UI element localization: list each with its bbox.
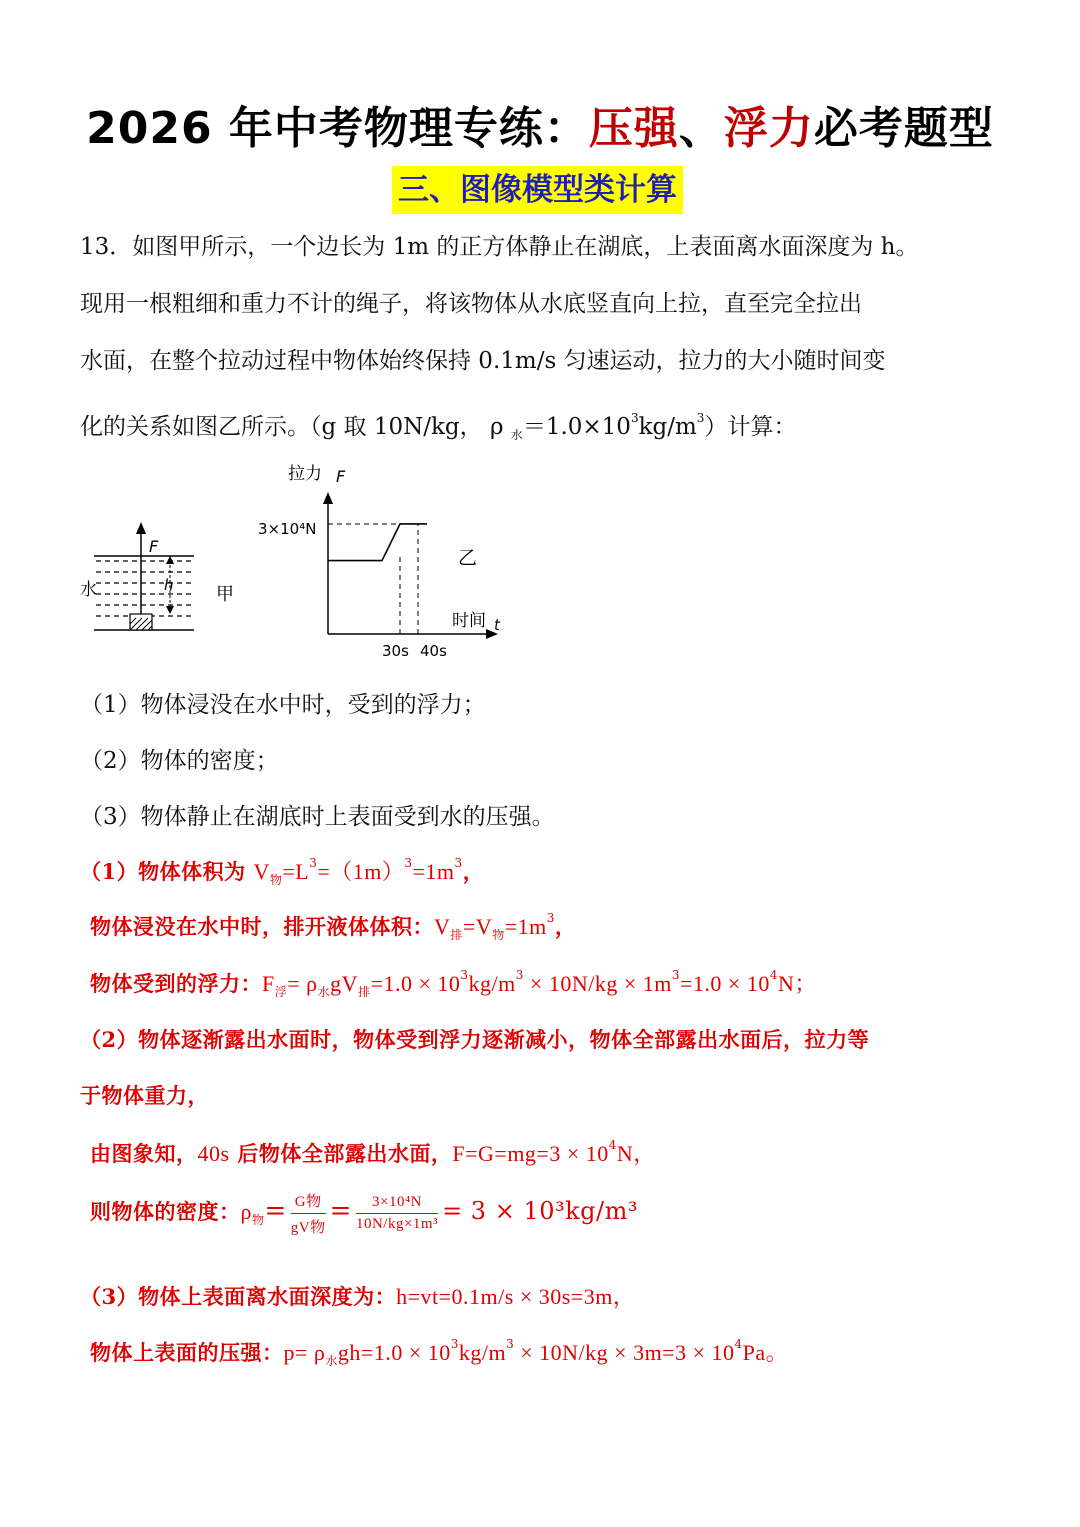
a1l3h: =1.0 × 10	[680, 971, 770, 996]
q4-b: ＝1.0×10	[522, 414, 631, 440]
part-1: （1）物体浸没在水中时，受到的浮力；	[80, 692, 486, 718]
a1l2e: ，	[554, 914, 577, 939]
a1l3d: gV	[330, 971, 359, 996]
a1l2a: 物体浸没在水中时，排开液体体积：	[90, 914, 434, 939]
q4-d: ）计算：	[704, 414, 797, 440]
a2l4rho: ρ	[240, 1199, 252, 1224]
a3l2b: p= ρ	[283, 1340, 326, 1365]
a1l3sup2: 3	[515, 968, 524, 982]
a1l1e: =1m	[412, 859, 455, 884]
y-axis-arrow	[323, 492, 333, 504]
water-lines	[96, 561, 192, 616]
a3l2e: × 10N/kg × 3m=3 × 10	[514, 1340, 735, 1365]
fraction-2	[356, 1194, 438, 1233]
figure-jia	[80, 522, 234, 630]
q4-a: 化的关系如图乙所示。（g 取 10N/kg， ρ	[80, 414, 511, 440]
a2l4eq2: =	[329, 1196, 352, 1226]
a1l1sup3: 3	[454, 856, 463, 870]
answer-3-line-1	[80, 1280, 635, 1311]
q4-sup2: 3	[696, 411, 705, 425]
a1l3i: N；	[777, 971, 817, 996]
title-highlight-pressure: 压强	[588, 103, 679, 154]
a1l3sub2: 水	[317, 985, 331, 999]
depth-arrow-up	[166, 556, 174, 564]
a1l2b: V	[434, 914, 451, 939]
a1l2sup: 3	[546, 911, 555, 925]
frac2-top: 3×10⁴N	[356, 1194, 438, 1214]
x-axis-label: 时间	[452, 611, 486, 631]
a2l3a: 由图象知，	[90, 1141, 198, 1166]
depth-label: h	[164, 576, 174, 594]
a1l3c: = ρ	[287, 971, 318, 996]
a1l1d: =（1m）	[317, 859, 405, 884]
title-prefix: 2026 年中考物理专练：	[86, 103, 589, 154]
question-line-1: 13．如图甲所示，一个边长为 1m 的正方体静止在湖底，上表面离水面深度为 h。	[80, 234, 919, 260]
question-line-3: 水面，在整个拉动过程中物体始终保持 0.1m/s 匀速运动，拉力的大小随时间变	[80, 348, 886, 374]
figure-yi-caption: 乙	[458, 547, 478, 569]
force-arrow	[136, 522, 146, 534]
a2l3d: F=G=mg=3 × 10	[452, 1141, 609, 1166]
a1l2sub2: 物	[492, 928, 505, 942]
answer-2-line-2: 于物体重力，	[80, 1083, 209, 1108]
a3l2sup3: 4	[734, 1337, 743, 1351]
answer-2-line-1: （2）物体逐渐露出水面时，物体受到浮力逐渐减小，物体全部露出水面后，拉力等	[80, 1027, 870, 1052]
part-2: （2）物体的密度；	[80, 748, 279, 774]
a1l3e: =1.0 × 10	[370, 971, 461, 996]
a1l1c: =L	[282, 859, 310, 884]
figure-jia-caption: 甲	[216, 584, 234, 605]
a3l1a: （3）物体上表面离水面深度为：	[80, 1284, 397, 1309]
part-3: （3）物体静止在湖底时上表面受到水的压强。	[80, 804, 555, 830]
frac1-bot: gV物	[290, 1220, 326, 1236]
a1l1a: （1）物体体积为	[80, 859, 254, 884]
figure	[78, 452, 518, 667]
x-axis-var: t	[494, 616, 500, 634]
a1l3sup3: 3	[671, 968, 680, 982]
a3l2sup: 3	[450, 1337, 459, 1351]
figure-yi	[258, 464, 501, 660]
a1l2c: =V	[462, 914, 493, 939]
force-series-line	[328, 524, 427, 561]
a3l2sup2: 3	[506, 1337, 515, 1351]
answer-3-line-2	[90, 1336, 788, 1369]
a3l2a: 物体上表面的压强：	[90, 1340, 284, 1365]
a2l4res: = 3 × 10³kg/m³	[442, 1197, 638, 1225]
frac1-top: G物	[291, 1190, 326, 1214]
a2l3b: 40s	[197, 1141, 230, 1166]
a3l2d: kg/m	[458, 1340, 507, 1365]
a1l1sup2: 3	[404, 856, 413, 870]
q4-sub: 水	[510, 428, 523, 442]
answer-1-line-1	[80, 855, 484, 888]
a1l1sub: 物	[269, 873, 283, 887]
a1l2sub: 排	[450, 928, 463, 942]
a1l3b: F	[262, 971, 275, 996]
a1l3sub: 浮	[274, 985, 288, 999]
a2l3e: N，	[616, 1141, 656, 1166]
frac2-bot: 10N/kg×1m³	[355, 1216, 439, 1232]
q4-c: kg/m	[638, 414, 697, 440]
a2l4a: 则物体的密度：	[90, 1199, 241, 1224]
a1l3sup4: 4	[769, 968, 778, 982]
force-label: F	[149, 537, 159, 556]
a1l3f: kg/m	[468, 971, 516, 996]
answer-2-line-3	[90, 1137, 656, 1168]
a3l2c: gh=1.0 × 10	[337, 1340, 451, 1365]
answer-1-line-2	[90, 911, 576, 943]
page-title	[0, 92, 1080, 156]
answer-1-line-3	[90, 967, 817, 1000]
a3l2f: Pa。	[742, 1340, 789, 1365]
a2l4eq1: =	[264, 1196, 287, 1226]
a1l3sup: 3	[460, 968, 469, 982]
title-sep: 、	[678, 103, 724, 154]
a3l2sub: 水	[325, 1354, 338, 1368]
x-tick-30s: 30s	[382, 642, 409, 660]
a1l1b: V	[253, 859, 270, 884]
y-tick-label: 3×10⁴N	[258, 520, 317, 538]
a3l1b: h=vt=0.1m/s × 30s=3m，	[396, 1284, 636, 1309]
a2l4sub: 物	[251, 1213, 265, 1227]
x-tick-40s: 40s	[420, 642, 447, 660]
a1l3a: 物体受到的浮力：	[90, 971, 262, 996]
title-suffix: 必考题型	[813, 103, 994, 154]
a2l3c: 后物体全部露出水面，	[229, 1141, 453, 1166]
a1l1sup: 3	[309, 856, 318, 870]
a1l1f: ，	[462, 859, 485, 884]
answer-2-line-4	[90, 1190, 638, 1237]
a2l3sup: 4	[608, 1138, 617, 1152]
question-line-2: 现用一根粗细和重力不计的绳子，将该物体从水底竖直向上拉，直至完全拉出	[80, 291, 862, 317]
a1l3sub3: 排	[358, 985, 371, 999]
a1l2d: =1m	[504, 914, 547, 939]
depth-arrow-down	[166, 606, 174, 614]
y-axis-label: 拉力	[288, 464, 322, 484]
fraction-1	[291, 1190, 326, 1237]
cube	[130, 614, 152, 630]
y-axis-var: F	[336, 467, 346, 486]
q4-sup: 3	[630, 411, 639, 425]
a1l3g: × 10N/kg × 1m	[523, 971, 672, 996]
title-highlight-buoyancy: 浮力	[723, 103, 814, 154]
water-label: 水	[80, 580, 97, 600]
section-title: 三、图像模型类计算	[392, 166, 683, 214]
